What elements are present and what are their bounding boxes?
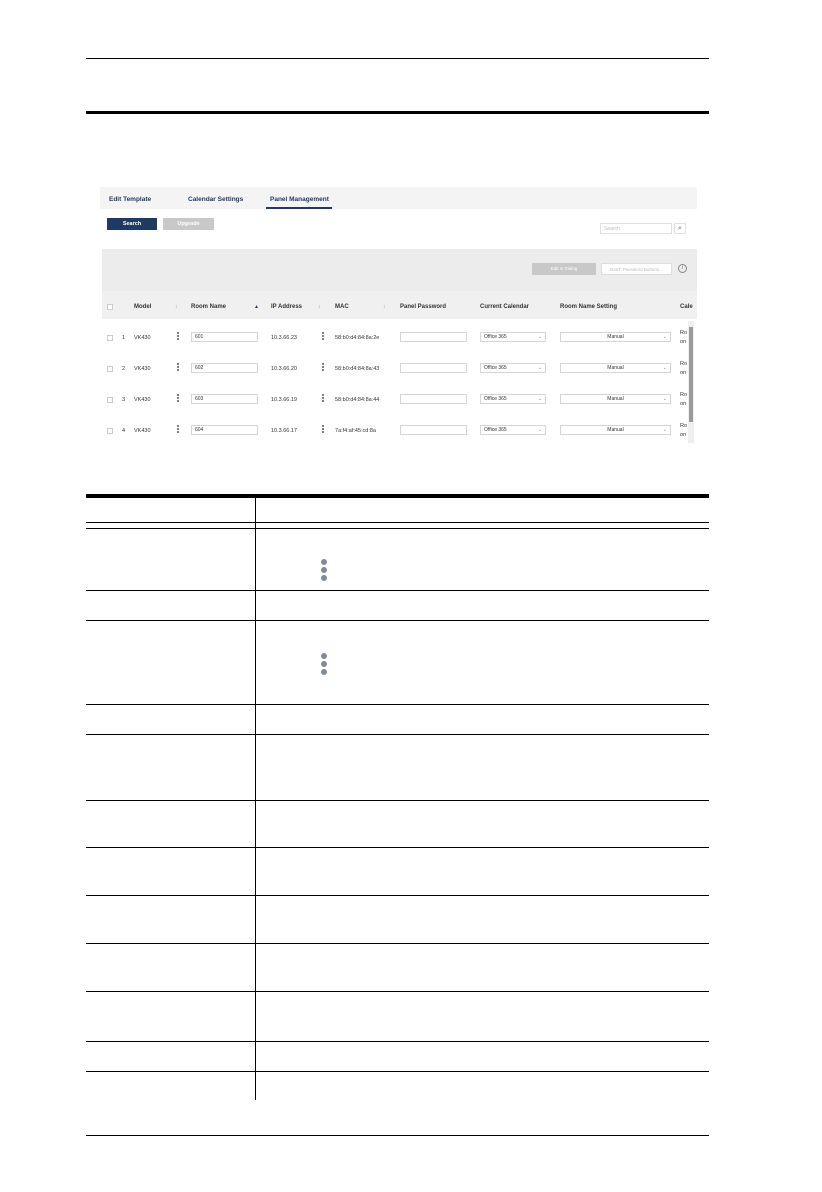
model-cell: VK430 <box>134 335 151 341</box>
table-row-divider <box>86 522 709 523</box>
sort-icon[interactable]: ↕ <box>175 304 178 310</box>
edit-in-dialog-button[interactable]: Edit in Dialog <box>532 263 596 275</box>
room-name-setting-select[interactable] <box>560 394 671 404</box>
table-row-divider <box>86 991 709 992</box>
panel-password-input[interactable] <box>400 394 467 404</box>
column-header-room-name[interactable]: Room Name <box>191 304 227 310</box>
table-row-divider <box>86 528 709 529</box>
tab-edit-template[interactable]: Edit Template <box>109 196 152 203</box>
table-row-divider <box>86 590 709 591</box>
current-calendar-value: Office 365 <box>484 334 507 340</box>
mac-cell: 58:b0:d4:84:8a:43 <box>335 366 380 372</box>
table-row-divider <box>86 1041 709 1042</box>
room-name-setting-value: Manual <box>607 396 624 402</box>
table-column-divider <box>255 498 256 1100</box>
panel-password-input[interactable] <box>400 332 467 342</box>
kebab-menu-icon[interactable] <box>322 425 325 434</box>
header-rule <box>86 58 709 59</box>
room-name-input[interactable]: 602 <box>191 363 258 373</box>
room-name-input[interactable]: 604 <box>191 425 258 435</box>
panel-management-screenshot <box>100 187 697 445</box>
table-row-divider <box>86 800 709 801</box>
search-input[interactable]: Search <box>600 223 672 234</box>
kebab-menu-icon[interactable] <box>322 394 325 403</box>
chevron-down-icon: ⌄ <box>537 427 542 433</box>
scrollbar-thumb[interactable] <box>689 327 693 422</box>
kebab-menu-icon[interactable] <box>177 332 180 341</box>
table-row-divider <box>86 620 709 621</box>
kebab-menu-icon[interactable] <box>322 363 325 372</box>
column-header-mac[interactable]: MAC <box>335 304 349 310</box>
calendar-cut-cell: on <box>680 339 687 345</box>
table-row-divider <box>86 847 709 848</box>
mac-cell: 58:b0:d4:84:8a:44 <box>335 397 380 403</box>
ip-address-cell: 10.3.66.23 <box>271 335 297 341</box>
active-tab-indicator <box>266 207 332 209</box>
mac-cell: 7a:f4:af:45:cd:8a <box>335 428 376 434</box>
tab-calendar-settings[interactable]: Calendar Settings <box>188 196 244 203</box>
room-name-input[interactable]: 601 <box>191 332 258 342</box>
chevron-down-icon: ⌄ <box>537 334 542 340</box>
ip-address-cell: 10.3.66.19 <box>271 397 297 403</box>
search-button[interactable]: Search <box>107 218 157 230</box>
kebab-menu-icon <box>320 559 328 583</box>
panel-password-input[interactable] <box>400 425 467 435</box>
section-rule <box>86 111 709 114</box>
room-name-setting-select[interactable] <box>560 332 671 342</box>
kebab-menu-icon[interactable] <box>322 332 325 341</box>
model-cell: VK430 <box>134 366 151 372</box>
room-name-setting-select[interactable] <box>560 425 671 435</box>
current-calendar-select[interactable] <box>480 425 546 435</box>
row-number: 3 <box>122 397 126 403</box>
column-header-model[interactable]: Model <box>134 304 152 310</box>
table-top-rule <box>86 494 709 498</box>
chevron-down-icon: ⌄ <box>537 365 542 371</box>
column-header-ip-address[interactable]: IP Address <box>271 304 303 310</box>
room-name-setting-value: Manual <box>607 365 624 371</box>
calendar-cut-cell: on <box>680 370 687 376</box>
column-header-panel-password[interactable]: Panel Password <box>400 304 447 310</box>
sort-icon[interactable]: ↕ <box>318 304 321 310</box>
ip-address-cell: 10.3.66.17 <box>271 428 297 434</box>
calendar-cut-cell: Ro <box>680 330 688 336</box>
chevron-down-icon: ⌄ <box>662 334 667 340</box>
column-header-room-name-setting[interactable]: Room Name Setting <box>560 304 618 310</box>
room-name-setting-value: Manual <box>607 427 624 433</box>
calendar-cut-cell: on <box>680 432 687 438</box>
room-name-input[interactable]: 603 <box>191 394 258 404</box>
table-row-divider <box>86 943 709 944</box>
tab-panel-management[interactable]: Panel Management <box>270 196 329 203</box>
model-cell: VK430 <box>134 397 151 403</box>
current-calendar-value: Office 365 <box>484 365 507 371</box>
current-calendar-value: Office 365 <box>484 396 507 402</box>
row-number: 4 <box>122 428 126 434</box>
kebab-menu-icon[interactable] <box>177 363 180 372</box>
table-row-divider <box>86 704 709 705</box>
current-calendar-select[interactable] <box>480 363 546 373</box>
column-header-current-calendar[interactable]: Current Calendar <box>480 304 530 310</box>
current-calendar-select[interactable] <box>480 394 546 404</box>
room-name-setting-value: Manual <box>607 334 624 340</box>
footer-rule <box>86 1135 709 1136</box>
row-checkbox[interactable] <box>107 397 113 403</box>
table-row-divider <box>86 1071 709 1072</box>
row-checkbox[interactable] <box>107 366 113 372</box>
panel-password-input[interactable] <box>400 363 467 373</box>
chevron-down-icon: ⌄ <box>537 396 542 402</box>
table-row-divider <box>86 895 709 896</box>
chevron-down-icon: ⌄ <box>662 396 667 402</box>
calendar-cut-cell: on <box>680 401 687 407</box>
calendar-cut-cell: Ro <box>680 423 688 429</box>
kebab-menu-icon <box>320 653 328 677</box>
table-row-divider <box>86 734 709 735</box>
sort-icon[interactable]: ↕ <box>383 304 386 310</box>
row-number: 1 <box>122 335 126 341</box>
batch-password-button[interactable]: Batch Password Buttons... <box>601 263 672 275</box>
mac-cell: 58:b0:d4:84:8a:2e <box>335 335 380 341</box>
calendar-cut-cell: Ro <box>680 392 688 398</box>
chevron-down-icon: ⌄ <box>662 427 667 433</box>
ip-address-cell: 10.3.66.20 <box>271 366 297 372</box>
current-calendar-value: Office 365 <box>484 427 507 433</box>
kebab-menu-icon[interactable] <box>177 425 180 434</box>
model-cell: VK430 <box>134 428 151 434</box>
room-name-setting-select[interactable] <box>560 363 671 373</box>
select-all-checkbox[interactable] <box>107 304 113 310</box>
calendar-cut-cell: Ro <box>680 361 688 367</box>
search-icon[interactable]: ⌕ <box>674 223 686 234</box>
info-icon[interactable]: i <box>678 264 687 273</box>
row-number: 2 <box>122 366 126 372</box>
sort-icon[interactable]: ▲ <box>254 304 259 310</box>
kebab-menu-icon[interactable] <box>177 394 180 403</box>
current-calendar-select[interactable] <box>480 332 546 342</box>
chevron-down-icon: ⌄ <box>662 365 667 371</box>
upgrade-button[interactable]: Upgrade <box>163 218 214 230</box>
row-checkbox[interactable] <box>107 335 113 341</box>
row-checkbox[interactable] <box>107 428 113 434</box>
column-header-calendar-cut[interactable]: Cale <box>680 304 693 310</box>
